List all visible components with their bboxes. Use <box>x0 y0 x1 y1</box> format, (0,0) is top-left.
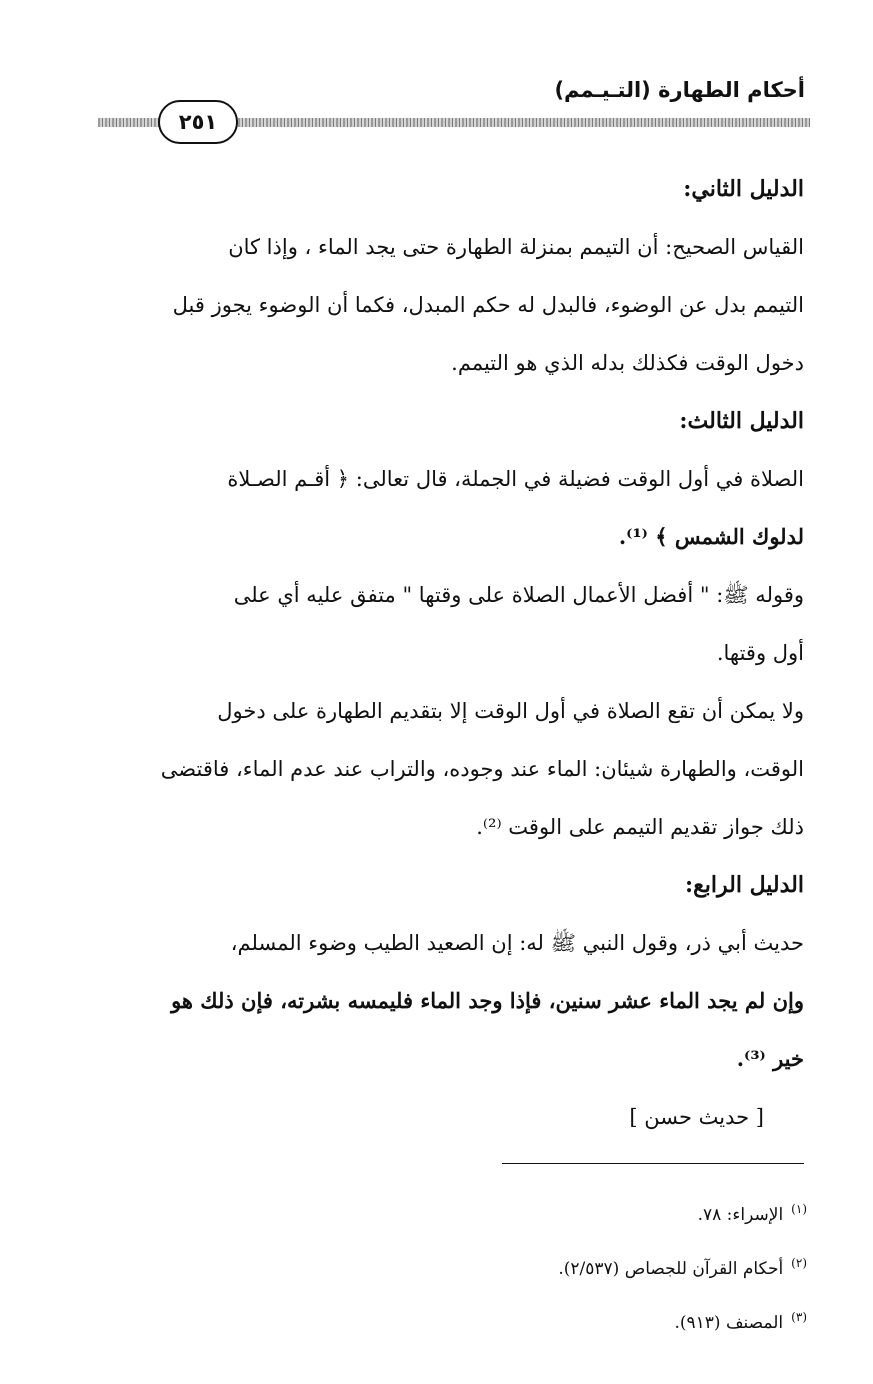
heading-second-evidence: الدليل الثاني: <box>683 176 804 202</box>
footnote-separator <box>502 1163 804 1164</box>
footnotes <box>558 1188 807 1350</box>
footnote-2 <box>558 1242 807 1296</box>
footnote-mark: (١) <box>791 1202 807 1217</box>
text-line: دخول الوقت فكذلك بدله الذي هو التيمم. <box>451 351 804 375</box>
text-line: القياس الصحيح: أن التيمم بمنزلة الطهارة حتى يجد الماء ، وإذا كان <box>228 235 804 259</box>
text-line: الوقت، والطهارة شيئان: الماء عند وجوده، والتراب عند عدم الماء، فاقتضى <box>160 757 804 781</box>
running-header-title: أحكام الطهارة (التـيـمم) <box>554 78 805 102</box>
body-text <box>92 160 804 1146</box>
text-line: حديث أبي ذر، وقول النبي ﷺ له: إن الصعيد الطيب وضوء المسلم، <box>230 931 804 955</box>
text-line: لدلوك الشمس ﴾ ⁽¹⁾. <box>618 524 804 549</box>
heading-fourth-evidence: الدليل الرابع: <box>684 872 804 898</box>
text-line: ذلك جواز تقديم التيمم على الوقت ⁽²⁾. <box>476 815 804 839</box>
text-line: الصلاة في أول الوقت فضيلة في الجملة، قال تعالى: ﴿ أقـم الصـلاة <box>227 467 804 491</box>
page-number: ٢٥١ <box>158 100 238 144</box>
footnote-mark: (٣) <box>791 1310 807 1325</box>
text-line: وقوله ﷺ: " أفضل الأعمال الصلاة على وقتها " متفق عليه أي على <box>233 583 804 607</box>
footnote-text: المصنف (٩١٣). <box>674 1313 784 1333</box>
footnote-text: الإسراء: ٧٨. <box>697 1205 784 1225</box>
text-line: أول وقتها. <box>716 641 804 665</box>
text-line: وإن لم يجد الماء عشر سنين، فإذا وجد الماء فليمسه بشرته، فإن ذلك هو <box>171 988 804 1013</box>
text-line: التيمم بدل عن الوضوء، فالبدل له حكم المبدل، فكما أن الوضوء يجوز قبل <box>172 293 804 317</box>
heading-third-evidence: الدليل الثالث: <box>679 408 804 434</box>
footnote-1 <box>558 1188 807 1242</box>
footnote-text: أحكام القرآن للجصاص (٢/٥٣٧). <box>558 1259 784 1279</box>
hadith-grade: [ حديث حسن ] <box>629 1105 764 1129</box>
footnote-mark: (٢) <box>791 1256 807 1271</box>
footnote-3 <box>558 1296 807 1350</box>
text-line: ولا يمكن أن تقع الصلاة في أول الوقت إلا بتقديم الطهارة على دخول <box>217 699 804 723</box>
text-line: خير ⁽³⁾. <box>736 1046 804 1071</box>
